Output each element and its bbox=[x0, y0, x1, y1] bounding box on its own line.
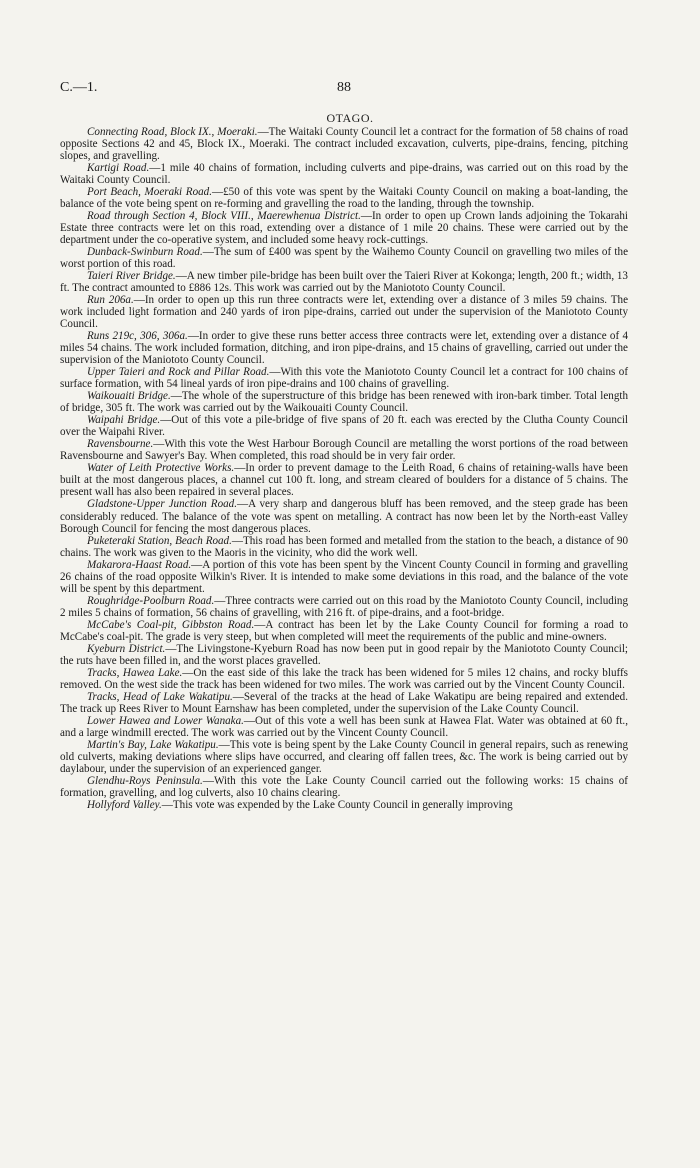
paragraph bbox=[60, 186, 628, 210]
paragraph bbox=[60, 559, 628, 595]
paragraph-text: —Out of this vote a well has been sunk at Hawea Flat. Water was obtained at 60 ft., and a large windmill erected. The work was carried out by the Vincent County Council. bbox=[60, 714, 628, 739]
paragraph-text: —Out of this vote a pile-bridge of five spans of 20 ft. each was erected by the Clutha County Council over the Waipahi River. bbox=[60, 414, 628, 439]
paragraph-text: —With this vote the Lake County Council carried out the following works: 15 chains of formation, gravelling, and log culverts, also 10 chains clearing. bbox=[60, 774, 629, 799]
paragraph bbox=[60, 775, 628, 799]
paragraph-text: —This road has been formed and metalled from the station to the beach, a distance of 90 chains. The work was given to the Maoris in the vicinity, who did the work well. bbox=[60, 534, 629, 559]
paragraph-text: —The Livingstone-Kyeburn Road has now been put in good repair by the Maniototo County Council; the ruts have been filled in, and the worst places gravelled. bbox=[60, 642, 628, 667]
paragraph-heading: Waipahi Bridge. bbox=[87, 414, 161, 427]
paragraph bbox=[60, 739, 628, 775]
paragraph bbox=[60, 162, 628, 186]
paragraph-heading: Ravensbourne. bbox=[87, 438, 154, 451]
paragraph-text: —This vote was expended by the Lake County Council in generally improving bbox=[161, 798, 513, 811]
report-reference: C.—1. bbox=[60, 80, 98, 95]
paragraph-heading: Connecting Road, Block IX., Moeraki. bbox=[87, 126, 258, 138]
paragraph-heading: Runs 219c, 306, 306a. bbox=[87, 330, 188, 343]
paragraph bbox=[60, 330, 628, 366]
paragraph bbox=[60, 366, 628, 390]
paragraph-heading: Kyeburn District. bbox=[87, 642, 166, 655]
paragraph bbox=[60, 595, 628, 619]
paragraph-heading: McCabe's Coal-pit, Gibbston Road. bbox=[87, 618, 255, 631]
paragraph-heading: Port Beach, Moeraki Road. bbox=[87, 186, 212, 199]
paragraph bbox=[60, 667, 628, 691]
document-body bbox=[60, 126, 628, 811]
paragraph-heading: Upper Taieri and Rock and Pillar Road. bbox=[87, 366, 270, 379]
paragraph-text: —The whole of the superstructure of this bridge has been renewed with iron-bark timber. Total length of bridge, 305 ft. The work was carried out by the Waikouaiti County Council. bbox=[60, 390, 628, 415]
paragraph-heading: Makarora-Haast Road. bbox=[87, 558, 192, 571]
paragraph bbox=[60, 715, 628, 739]
paragraph-text: —On the east side of this lake the track has been widened for 5 miles 12 chains, and rocky bluffs removed. On the west side the track has been widened for two miles. The work was carried out by the Vincent County Council. bbox=[60, 666, 628, 691]
paragraph-text: —The sum of £400 was spent by the Waihemo County Council on gravelling two miles of the worst portion of this road. bbox=[60, 246, 628, 271]
paragraph bbox=[60, 414, 628, 438]
paragraph-heading: Kartigi Road. bbox=[87, 162, 150, 175]
paragraph-heading: Road through Section 4, Block VIII., Maerewhenua District. bbox=[87, 210, 361, 223]
paragraph-heading: Martin's Bay, Lake Wakatipu. bbox=[87, 738, 219, 751]
paragraph bbox=[60, 799, 628, 811]
paragraph-text: —1 mile 40 chains of formation, including culverts and pipe-drains, was carried out on this road by the Waitaki County Council. bbox=[60, 162, 629, 187]
paragraph-heading: Dunback-Swinburn Road. bbox=[87, 246, 203, 259]
paragraph-text: —In order to open up this run three contracts were let, extending over a distance of 3 miles 59 chains. The work included light formation and 240 yards of iron pipe-drains, carried out under the supervision of the Maniototo County Council. bbox=[60, 294, 628, 331]
paragraph-text: —A portion of this vote has been spent by the Vincent County Council in forming and gravelling 26 chains of the road opposite Wilkin's River. It is intended to make some deviations in this road, and the balance of the vote will be spent by this department. bbox=[60, 558, 628, 595]
paragraph-text: —In order to prevent damage to the Leith Road, 6 chains of retaining-walls have been built at the most dangerous places, a channel cut 100 ft. long, and stream cleared of boulders for a distance of 5 chains. The present wall has also been repaired in several places. bbox=[60, 462, 628, 499]
paragraph-text: —A new timber pile-bridge has been built over the Taieri River at Kokonga; length, 200 ft.; width, 13 ft. The contract amounted to £886 12s. This work was carried out by the Maniototo County Council. bbox=[60, 270, 628, 295]
paragraph bbox=[60, 535, 628, 559]
paragraph-text: —In order to open up Crown lands adjoining the Tokarahi Estate three contracts were let on this road, extending over a distance of 1 mile 20 chains. These were carried out by the department under the co-operative system, and included some heavy rock-cuttings. bbox=[60, 210, 628, 247]
paragraph-heading: Glendhu-Roys Peninsula. bbox=[87, 774, 203, 787]
paragraph bbox=[60, 462, 628, 498]
paragraph-heading: Tracks, Head of Lake Wakatipu. bbox=[87, 690, 233, 703]
paragraph-text: —With this vote the Maniototo County Council let a contract for 100 chains of surface formation, with 54 lineal yards of iron pipe-drains and 100 chains of gravelling. bbox=[60, 366, 629, 391]
section-title: OTAGO. bbox=[326, 111, 374, 125]
paragraph bbox=[60, 210, 628, 246]
paragraph-text: —A very sharp and dangerous bluff has been removed, and the steep grade has been considerably reduced. The balance of the vote was spent on metalling. A contract has now been let by the North-east Valley Borough Council for fencing the most dangerous places. bbox=[60, 498, 628, 535]
paragraph-text: —The Waitaki County Council let a contract for the formation of 58 chains of road opposite Sections 42 and 45, Block IX., Moeraki. The contract included excavation, culverts, pipe-drains, fencing, pitching slopes, and gravelling. bbox=[60, 126, 628, 163]
paragraph-text: —£50 of this vote was spent by the Waitaki County Council on making a boat-landing, the balance of the vote being spent on re-forming and gravelling the road to the landing, through the township. bbox=[60, 186, 628, 211]
paragraph bbox=[60, 498, 628, 534]
paragraph-heading: Water of Leith Protective Works. bbox=[87, 462, 235, 475]
paragraph-text: —Several of the tracks at the head of Lake Wakatipu are being repaired and extended. The track up Rees River to Mount Earnshaw has been completed, under the supervision of the Lake County Council. bbox=[60, 690, 629, 715]
paragraph bbox=[60, 643, 628, 667]
paragraph-heading: Run 206a. bbox=[87, 294, 134, 307]
paragraph bbox=[60, 619, 628, 643]
paragraph bbox=[60, 390, 628, 414]
paragraph bbox=[60, 691, 628, 715]
paragraph-heading: Waikouaiti Bridge. bbox=[87, 390, 171, 403]
paragraph-text: —In order to give these runs better access three contracts were let, extending over a distance of 4 miles 54 chains. The work included formation, ditching, and iron pipe-drains, and 15 chains of gravelling, carried out under the supervision of the Maniototo County Council. bbox=[60, 330, 628, 367]
paragraph bbox=[60, 126, 628, 162]
paragraph-text: —With this vote the West Harbour Borough Council are metalling the worst portions of the road between Ravensbourne and Sawyer's Bay. When completed, this road should be in very fair order. bbox=[60, 438, 628, 463]
paragraph-text: —A contract has been let by the Lake County Council for forming a road to McCabe's coal-pit. The grade is very steep, but when completed will meet the requirements of the public and mine-owners. bbox=[60, 618, 629, 643]
paragraph-heading: Hollyford Valley. bbox=[87, 798, 162, 811]
paragraph-text: —This vote is being spent by the Lake County Council in general repairs, such as renewing old culverts, making deviations where slips have occurred, and clearing off fallen trees, &c. The work is being carried out by daylabour, under the supervision of an experienced ganger. bbox=[60, 738, 628, 775]
paragraph bbox=[60, 438, 628, 462]
paragraph bbox=[60, 246, 628, 270]
paragraph-text: —Three contracts were carried out on this road by the Maniototo County Council, including 2 miles 5 chains of formation, 56 chains of gravelling, with 216 ft. of pipe-drains, and a foot-bridge. bbox=[60, 594, 628, 619]
paragraph-heading: Roughridge-Poolburn Road. bbox=[87, 594, 215, 607]
paragraph-heading: Tracks, Hawea Lake. bbox=[87, 666, 183, 679]
paragraph-heading: Puketeraki Station, Beach Road. bbox=[87, 534, 232, 547]
paragraph-heading: Lower Hawea and Lower Wanaka. bbox=[87, 714, 244, 727]
paragraph-heading: Taieri River Bridge. bbox=[87, 270, 176, 283]
page-number: 88 bbox=[337, 80, 351, 95]
paragraph bbox=[60, 294, 628, 330]
paragraph-heading: Gladstone-Upper Junction Road. bbox=[87, 498, 237, 511]
paragraph bbox=[60, 270, 628, 294]
